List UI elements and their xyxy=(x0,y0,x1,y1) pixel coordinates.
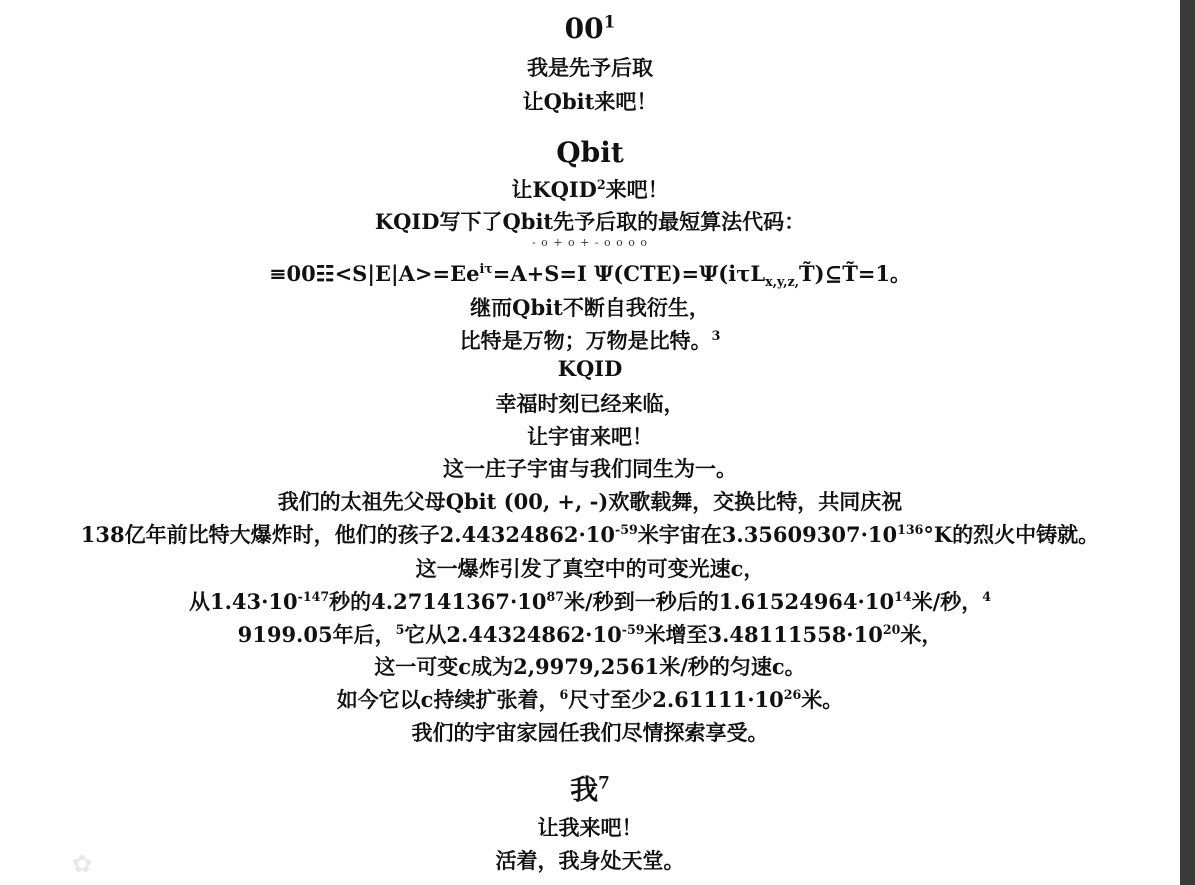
heading-kqid: KQID xyxy=(557,356,623,381)
wo-line-2: 活着，我身处天堂。 xyxy=(495,848,685,873)
kqid-line-2: 让宇宙来吧！ xyxy=(527,424,653,449)
kqid-line-4: 我们的太祖先父母Qbit (00, +, -)欢歌载舞，交换比特，共同庆祝 xyxy=(277,489,903,514)
kqid-line-10: 如今它以c持续扩张着，$^6$尺寸至少$2.61111\cdot 10^{26}$米。 xyxy=(336,687,844,712)
kqid-line-6: 这一爆炸引发了真空中的可变光速c， xyxy=(415,556,765,581)
intro-line-1: 我是先予后取 xyxy=(527,55,653,80)
kqid-line-8: 9199.05年后，$^5$它从$2.44324862\cdot 10^{-59}$米增至$3.48111558\cdot 10^{20}$米， xyxy=(237,622,943,647)
qbit-line-3: 继而Qbit不断自我衍生， xyxy=(470,295,710,320)
qbit-line-4: 比特是万物；万物是比特。$^3$ xyxy=(459,328,721,353)
title-00: $00^1$ xyxy=(564,11,616,45)
kqid-line-3: 这一庄子宇宙与我们同生为一。 xyxy=(443,456,737,481)
kqid-line-1: 幸福时刻已经来临， xyxy=(495,391,685,416)
heading-wo: 我$^7$ xyxy=(570,772,610,806)
wo-line-1: 让我来吧！ xyxy=(537,815,643,840)
right-scrollbar-edge[interactable] xyxy=(1180,0,1195,885)
kqid-line-5: 138亿年前比特大爆炸时，他们的孩子$2.44324862\cdot 10^{-59}$米宇宙在$3.35609307\cdot 10^{136}^\circ K$的烈火中铸就。 xyxy=(80,522,1100,547)
kqid-line-11: 我们的宇宙家园任我们尽情探索享受。 xyxy=(411,720,769,745)
kqid-line-9: 这一可变c成为2,9979,2561米/秒的匀速c。 xyxy=(374,654,806,679)
qbit-line-1: 让KQID$^2$来吧！ xyxy=(511,177,669,202)
faint-logo-mark: ✿ xyxy=(72,850,93,878)
formula-dot-marks: - o + o + - o o o o xyxy=(531,236,649,249)
formula-line: $\equiv 00☷<S|E|A>=Ee^{i\tau}=A+S=I$ Ψ(CTE)=Ψ(iτL$_{x,y,z,}$T̃)⊆T̃=1。 xyxy=(268,261,912,290)
heading-qbit: Qbit xyxy=(556,136,624,169)
qbit-line-2: KQID写下了Qbit先予后取的最短算法代码： xyxy=(374,209,806,234)
intro-line-2: 让Qbit来吧！ xyxy=(522,89,658,114)
kqid-line-7: 从$1.43\cdot 10^{-147}$秒的$4.27141367\cdot 10^{87}$米/秒到一秒后的$1.61524964\cdot 10^{14}$米/秒，$^4$ xyxy=(188,589,992,614)
